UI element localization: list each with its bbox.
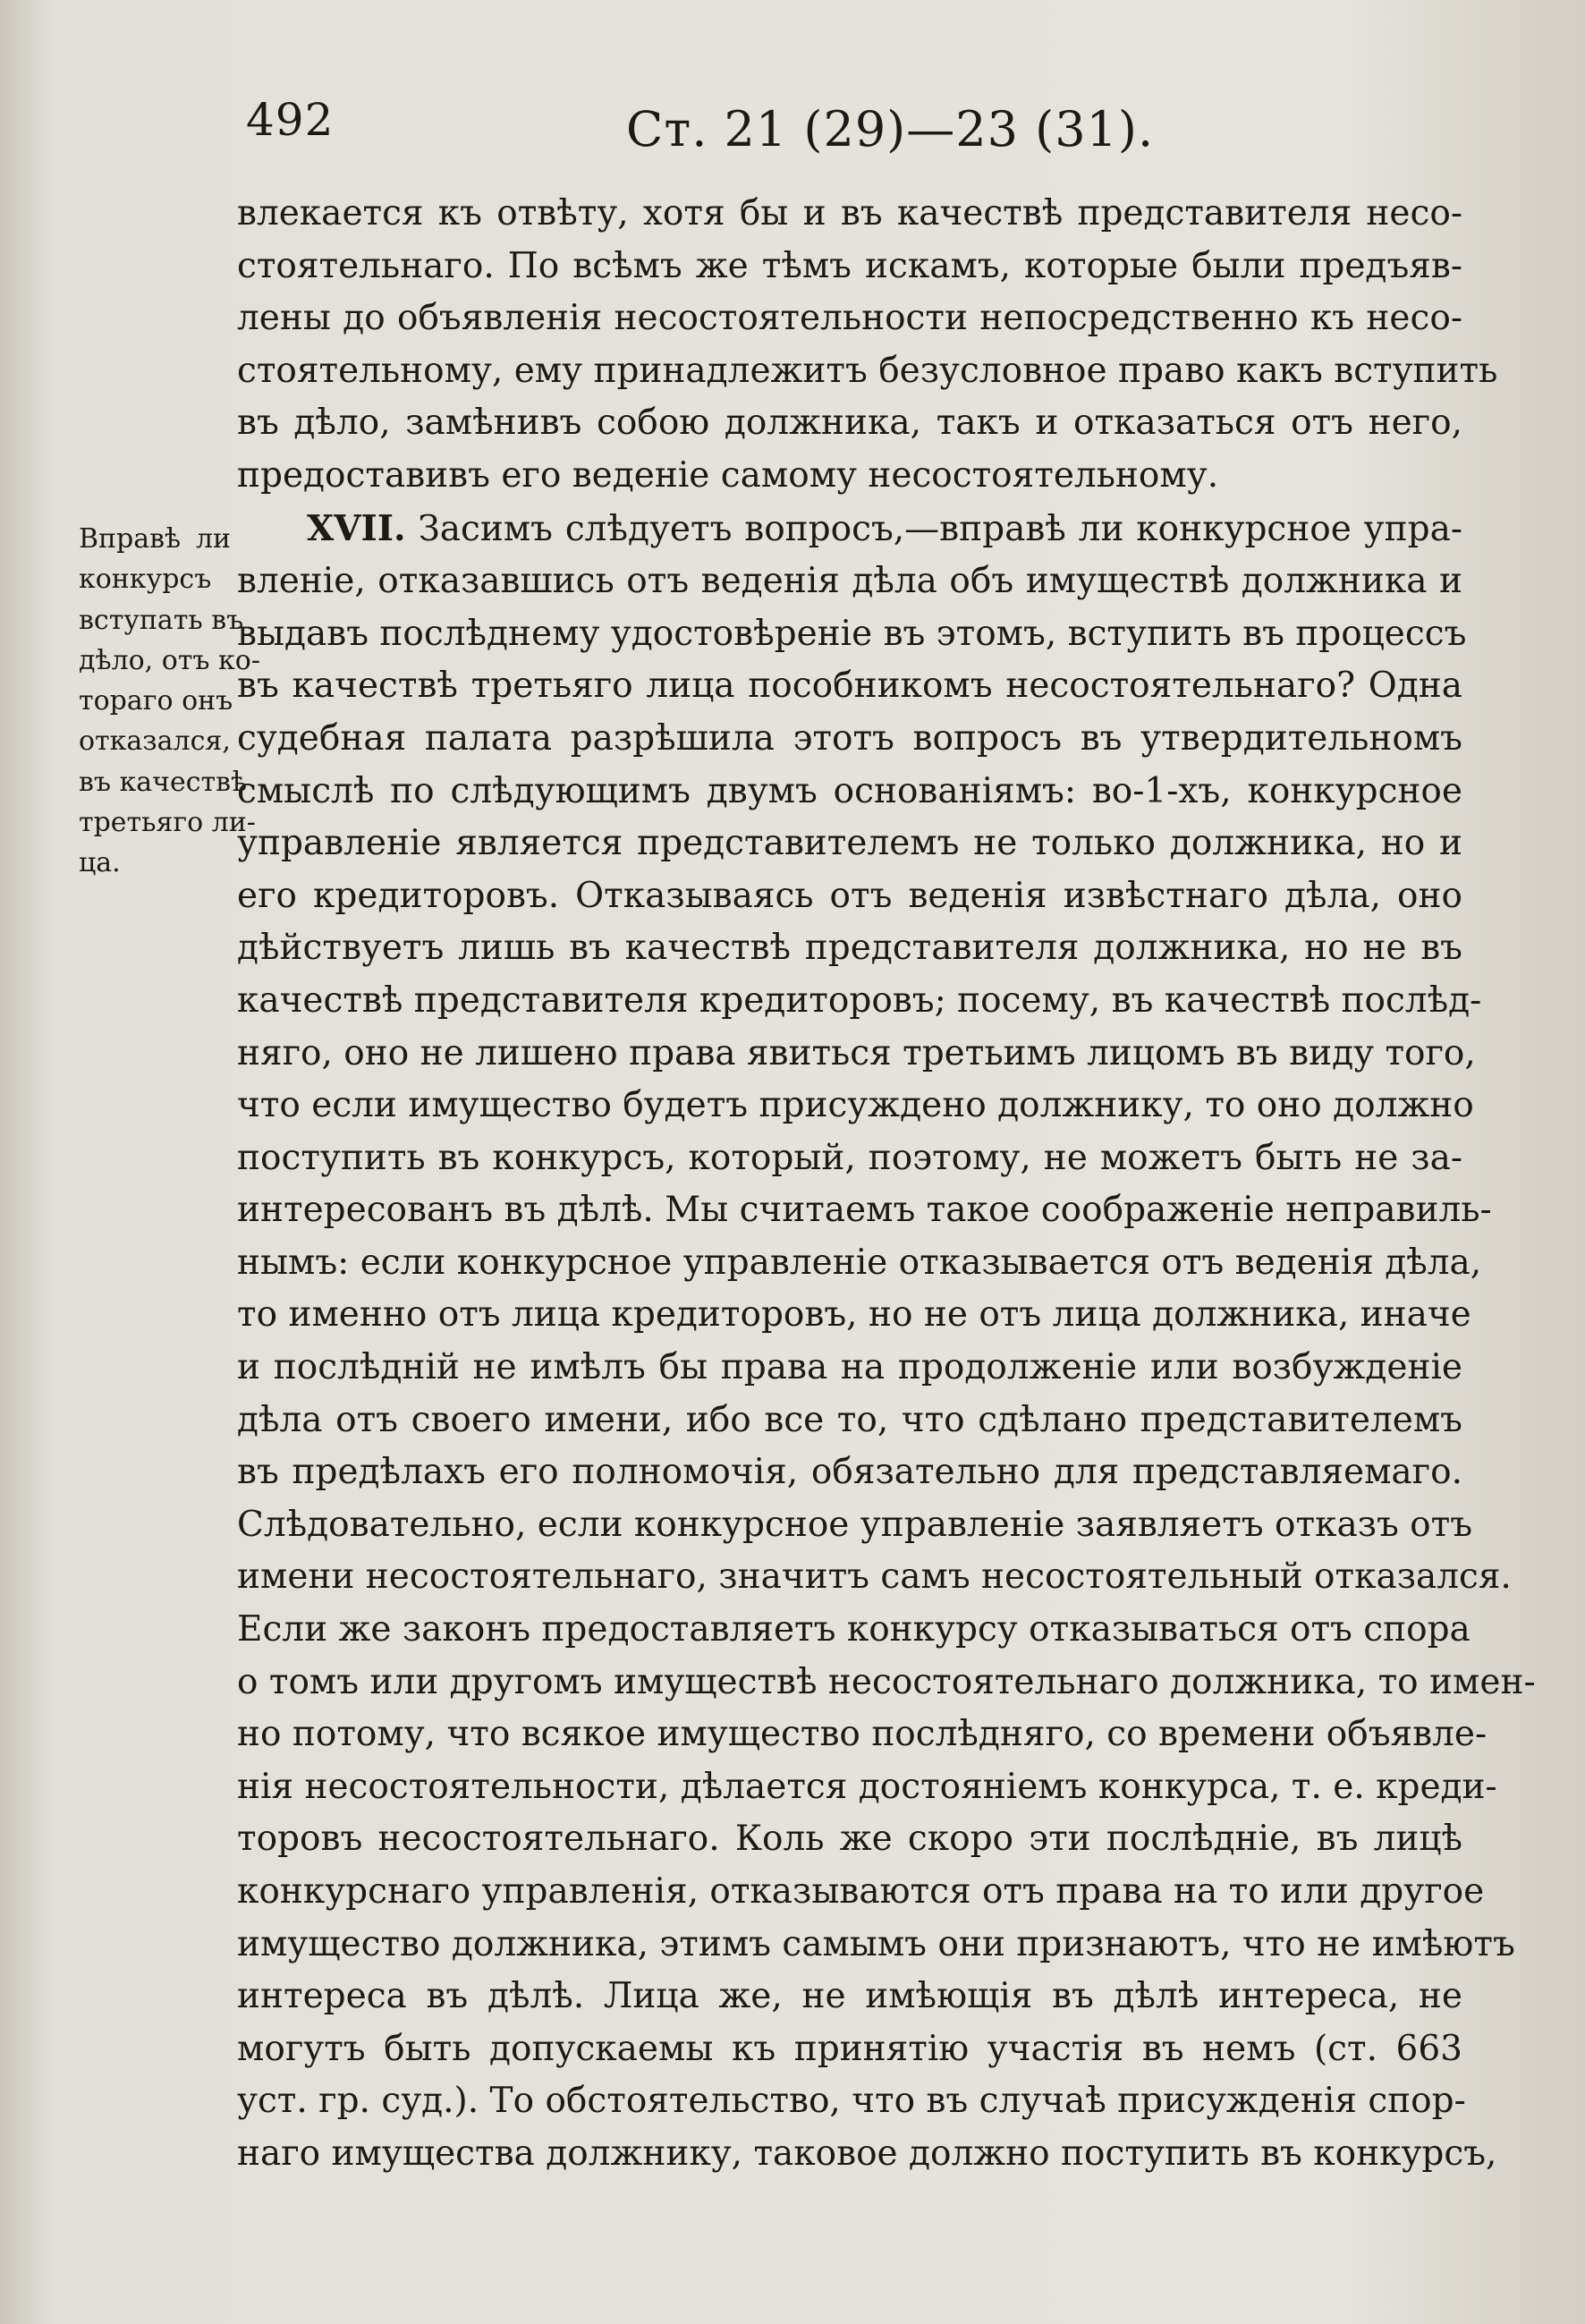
section-first-line-text: Засимъ слѣдуетъ вопросъ,—вправѣ ли конкурсное упра- <box>418 508 1462 549</box>
text-line: и послѣдній не имѣлъ бы права на продолженіе или возбужденіе <box>237 1347 1462 1388</box>
text-line-section-start <box>237 503 1462 556</box>
text-line: интереса въ дѣлѣ. Лица же, не имѣющія въ дѣлѣ интереса, не <box>237 1976 1462 2017</box>
text-line: въ дѣло, замѣнивъ собою должника, такъ и отказаться отъ него, <box>237 403 1462 444</box>
text-line: няго, оно не лишено права явиться третьимъ лицомъ въ виду того, <box>237 1032 1476 1073</box>
running-head: Ст. 21 (29)—23 (31). <box>626 101 1155 157</box>
text-line: торовъ несостоятельнаго. Коль же скоро эти послѣдніе, въ лицѣ <box>237 1819 1462 1860</box>
text-line: наго имущества должнику, таковое должно поступить въ конкурсъ, <box>237 2133 1497 2174</box>
margin-note-line: вступать въ <box>79 604 244 636</box>
text-line: судебная палата разрѣшила этотъ вопросъ въ утвердительномъ <box>237 717 1462 759</box>
margin-note-line: тораго онъ <box>79 685 233 717</box>
text-line: нымъ: если конкурсное управленіе отказывается отъ веденія дѣла, <box>237 1242 1482 1283</box>
text-line: влекается къ отвѣту, хотя бы и въ качествѣ представителя несо- <box>237 193 1462 233</box>
text-line: его кредиторовъ. Отказываясь отъ веденія извѣстнаго дѣла, оно <box>237 875 1462 916</box>
text-line: смыслѣ по слѣдующимъ двумъ основаніямъ: во-1-хъ, конкурсное <box>237 770 1462 811</box>
text-line: дѣла отъ своего имени, ибо все то, что сдѣлано представителемъ <box>237 1399 1462 1440</box>
margin-note-line: ца. <box>79 847 121 879</box>
text-line: уст. гр. суд.). То обстоятельство, что въ случаѣ присужденія спор- <box>237 2081 1466 2122</box>
margin-note <box>79 519 260 884</box>
margin-note-line: третьяго ли- <box>79 807 256 839</box>
section-number: XVII. <box>307 507 406 549</box>
text-line: вленіе, отказавшись отъ веденія дѣла объ имуществѣ должника и <box>237 561 1462 602</box>
text-line: управленіе является представителемъ не только должника, но и <box>237 823 1462 864</box>
margin-note-line: Вправѣ ли <box>79 523 231 555</box>
text-line: дѣйствуетъ лишь въ качествѣ представителя должника, но не въ <box>237 928 1462 969</box>
text-line: конкурснаго управленія, отказываются отъ права на то или другое <box>237 1871 1485 1912</box>
text-line: стоятельнаго. По всѣмъ же тѣмъ искамъ, которые были предъяв- <box>237 245 1462 286</box>
text-line: Если же законъ предоставляетъ конкурсу отказываться отъ спора <box>237 1609 1471 1650</box>
text-line: въ предѣлахъ его полномочія, обязательно для представляемаго. <box>237 1452 1462 1493</box>
text-line: Слѣдовательно, если конкурсное управленіе заявляетъ отказъ отъ <box>237 1504 1473 1545</box>
text-line: стоятельному, ему принадлежитъ безусловное право какъ вступить <box>237 350 1498 391</box>
text-line: качествѣ представителя кредиторовъ; посему, въ качествѣ послѣд- <box>237 980 1482 1021</box>
text-line: интересованъ въ дѣлѣ. Мы считаемъ такое соображеніе неправиль- <box>237 1190 1492 1231</box>
margin-note-line: отказался, <box>79 725 231 758</box>
text-line: нія несостоятельности, дѣлается достояніемъ конкурса, т. е. креди- <box>237 1766 1497 1807</box>
text-line: предоставивъ его веденіе самому несостоятельному. <box>237 454 1219 496</box>
text-line: но потому, что всякое имущество послѣдняго, со времени объявле- <box>237 1714 1488 1755</box>
text-line: то именно отъ лица кредиторовъ, но не отъ лица должника, иначе <box>237 1294 1471 1336</box>
text-line: лены до объявленія несостоятельности непосредственно къ несо- <box>237 298 1462 339</box>
page-number: 492 <box>246 94 335 146</box>
margin-note-line: дѣло, отъ ко- <box>79 644 260 676</box>
text-line: имущество должника, этимъ самымъ они признаютъ, что не имѣютъ <box>237 1923 1515 1964</box>
text-line: имени несостоятельнаго, значитъ самъ несостоятельный отказался. <box>237 1556 1512 1598</box>
margin-note-line: въ качествѣ <box>79 766 248 798</box>
page-header <box>0 85 1585 165</box>
text-line: что если имущество будетъ присуждено должнику, то оно должно <box>237 1085 1474 1126</box>
text-line: въ качествѣ третьяго лица пособникомъ несостоятельнаго? Одна <box>237 666 1462 707</box>
text-line: о томъ или другомъ имуществѣ несостоятельнаго должника, то имен- <box>237 1661 1536 1702</box>
text-line: поступить въ конкурсъ, который, поэтому, не можетъ быть не за- <box>237 1137 1462 1178</box>
margin-note-line: конкурсъ <box>79 564 212 596</box>
text-line: выдавъ послѣднему удостовѣреніе въ этомъ, вступить въ процессъ <box>237 613 1467 654</box>
body-text <box>237 188 1536 2181</box>
text-line: могутъ быть допускаемы къ принятію участія въ немъ (ст. 663 <box>237 2028 1462 2069</box>
